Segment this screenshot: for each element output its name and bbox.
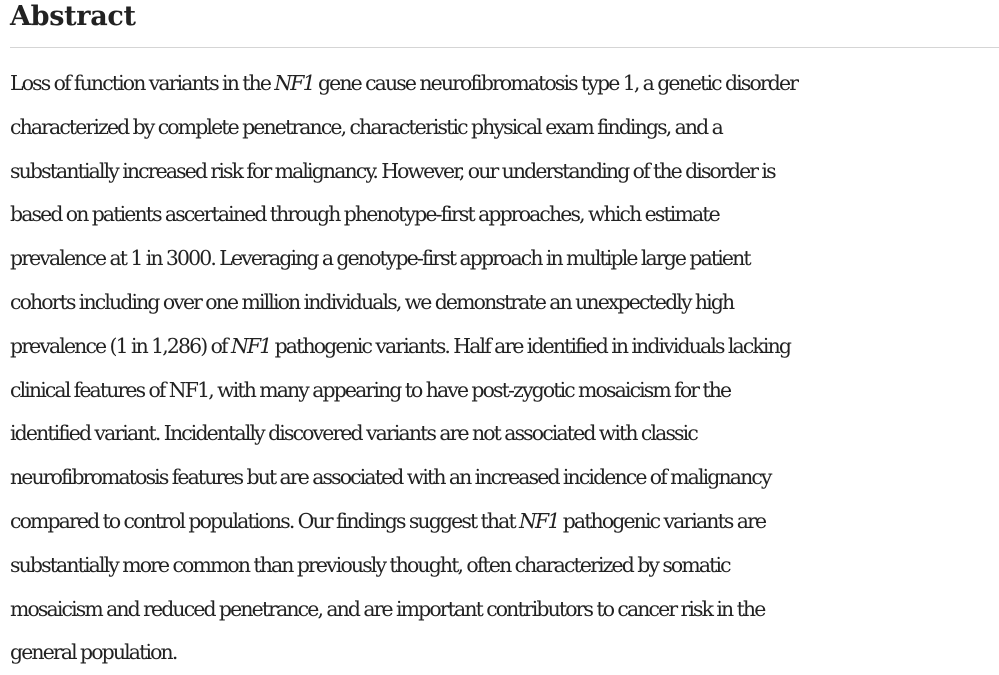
abstract-line: Loss of function variants in the NF1 gene cause neurofibromatosis type 1, a genetic disorder — [10, 71, 798, 95]
abstract-line: mosaicism and reduced penetrance, and are important contributors to cancer risk in the — [10, 596, 765, 621]
abstract-line: compared to control populations. Our findings suggest that NF1 pathogenic variants are — [10, 508, 766, 533]
gene-name: NF1 — [274, 71, 314, 95]
abstract-paragraph — [10, 62, 999, 675]
abstract-line: based on patients ascertained through phenotype-first approaches, which estimate — [10, 202, 719, 227]
heading-divider — [10, 47, 999, 48]
abstract-line: neurofibromatosis features but are associated with an increased incidence of malignancy — [10, 465, 771, 490]
abstract-line: prevalence at 1 in 3000. Leveraging a genotype-first approach in multiple large patient — [10, 246, 750, 271]
abstract-line: identified variant. Incidentally discovered variants are not associated with classic — [10, 421, 697, 446]
section-heading: Abstract — [10, 1, 136, 32]
abstract-line: characterized by complete penetrance, characteristic physical exam findings, and a — [10, 114, 722, 139]
abstract-line: prevalence (1 in 1,286) of NF1 pathogenic variants. Half are identified in individuals lacking — [10, 333, 791, 358]
abstract-line: clinical features of NF1, with many appearing to have post-zygotic mosaicism for the — [10, 377, 731, 402]
abstract-line: cohorts including over one million individuals, we demonstrate an unexpectedly high — [10, 289, 734, 314]
gene-name: NF1 — [519, 508, 559, 533]
abstract-line: general population. — [10, 640, 177, 665]
abstract-line: substantially more common than previously thought, often characterized by somatic — [10, 552, 730, 577]
abstract-line: substantially increased risk for malignancy. However, our understanding of the disorder is — [10, 158, 775, 183]
gene-name: NF1 — [230, 333, 271, 358]
